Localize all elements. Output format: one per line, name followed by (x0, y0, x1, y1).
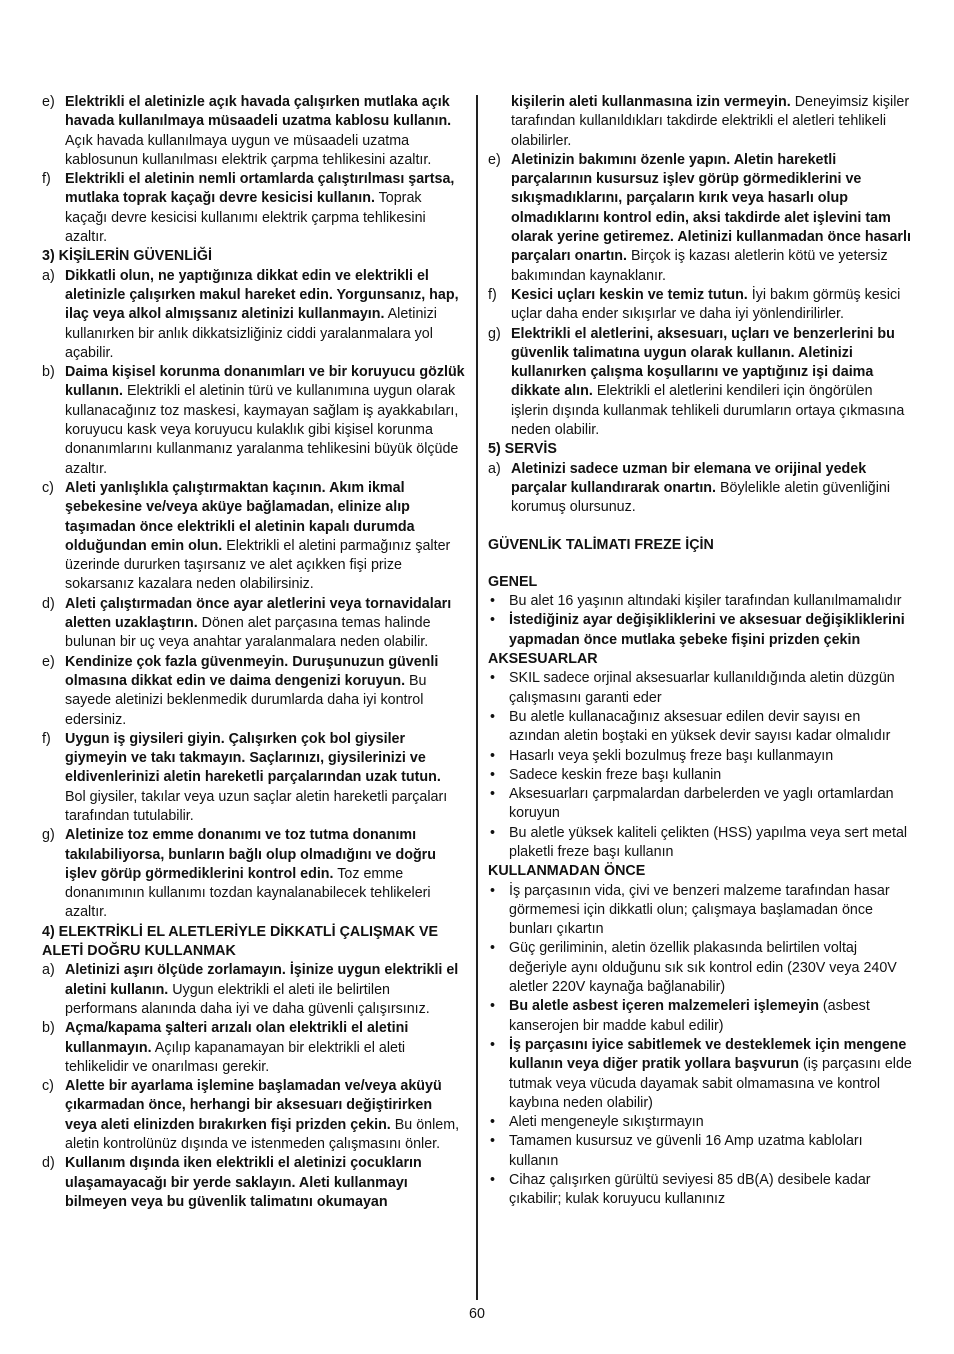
bullet-item: • İş parçasının vida, çivi ve benzeri malzeme tarafından hasar görmemesi için dikkatli olun; çalışmaya başlamadan önce bunları çıkartın (490, 882, 890, 938)
bullet-item: • Hasarlı veya şekli bozulmuş freze başı kullanmayın (488, 747, 912, 766)
right-column (488, 93, 912, 1210)
list-item: b) Daima kişisel korunma donanımları ve bir koruyucu gözlük kullanın. Elektrikli el aletinin türü ve kullanımına uygun olarak kullanacağınız toz maskesi, kaymayan sağlam iş ayakkabıları, koruyucu kask veya koruyucu kulaklık gibi kişisel korunma donanımlarını kullanmanız yaralanma tehlikesini büyük ölçüde azaltır. (42, 364, 465, 477)
list-item: d) Kullanım dışında iken elektrikli el aletinizi çocukların ulaşamayacağı bir yerde saklayın. Aleti kullanmayı bilmeyen veya bu güvenlik talimatını okumayan (42, 1155, 422, 1210)
subheading-kullanmadan-once: KULLANMADAN ÖNCE (488, 863, 646, 880)
bullet-icon: • (490, 766, 496, 783)
bullet-item: • İstediğiniz ayar değişikliklerini ve aksesuar değişikliklerini yapmadan önce mutlaka şebeke fişini prizden çekin (490, 612, 905, 648)
bullet-item: • Bu aletle kullanacağınız aksesuar edilen devir sayısı en azından aletin boştaki en yüksek devir sayısı kadar olmalıdır (490, 708, 891, 745)
bullet-icon: • (490, 747, 496, 764)
bullet-icon: • (490, 1036, 496, 1053)
bullet-icon: • (490, 824, 496, 841)
bullet-icon: • (490, 593, 496, 610)
list-item: g) Elektrikli el aletlerini, aksesuarı, uçları ve benzerlerini bu güvenlik talimatına uygun olarak kullanın. Aletinizi kullanırken çalışma koşullarını ve yaptığınız işi daima dikkate alın. Elektrikli el aletlerini kendileri için öngörülen işlerin dışında kullanmak tehlikeli durumların ortaya çıkmasına neden olabilir. (488, 325, 905, 439)
list-item: f) Kesici uçları keskin ve temiz tutun. İyi bakım görmüş kesici uçlar daha ender sıkışırlar ve daha iyi yönlendirilirler. (488, 286, 901, 323)
list-item: f) Elektrikli el aletinin nemli ortamlarda çalıştırılması şartsa, mutlaka toprak kaçağı devre kesicisi kullanın. Toprak kaçağı devre kesicisi kullanımı elektrik çarpma tehlikesini azaltır. (42, 171, 455, 246)
list-item: d) Aleti çalıştırmadan önce ayar aletlerini veya tornavidaları aletten uzaklaştırın. Dönen alet parçasına temas halinde bulunan bir uç veya anahtar yaralanmalara neden olabilir. (42, 595, 452, 651)
bullet-icon: • (490, 998, 496, 1015)
bullet-item: • Cihaz çalışırken gürültü seviyesi 85 dB(A) desibele kadar çıkabilir; kulak koruyucu kullanınız (490, 1172, 871, 1208)
left-column (42, 93, 465, 1212)
section-heading: 4) ELEKTRİKLİ EL ALETLERİYLE DİKKATLİ ÇALIŞMAK VE ALETİ DOĞRU KULLANMAK (42, 923, 439, 960)
list-item: c) Aleti yanlışlıkla çalıştırmaktan kaçının. Akım ikmal şebekesine ve/veya aküye bağlamadan, elinize alıp taşımadan önce elektrikli el aletinin kapalı durumda olduğundan emin olun. Elektrikli el aletini parmağınız şalter üzerinde dururken taşırsanız ve alet açıkken fişi prize sokarsanız kazalara neden olabilirsiniz. (42, 479, 451, 593)
list-item: e) Kendinize çok fazla güvenmeyin. Duruşunuzun güvenli olmasına dikkat edin ve daima dengenizi koruyun. Bu sayede aletinizi beklenmedik durumlarda daha iyi kontrol edersiniz. (42, 653, 439, 728)
list-item: e) Elektrikli el aletinizle açık havada çalışırken mutlaka açık havada kullanılmaya müsaadeli uzatma kablosu kullanın. Açık havada kullanılmaya uygun ve müsaadeli uzatma kablosunun kullanılması elektrik çarpma tehlikesini azaltır. (42, 94, 452, 168)
bullet-item: • Bu aletle asbest içeren malzemeleri işlemeyin (asbest kanserojen bir madde kabul edilir) (490, 998, 870, 1034)
list-item: e) Aletinizin bakımını özenle yapın. Aletin hareketli parçalarının kusursuz işlev görüp görmediklerini ve sıkışmadıklarını, parçaların kırık veya hasarlı olup olmadıklarını kontrol edin, aksi takdirde alet işlevini tam olarak yerine getiremez. Aletinizi kullanmadan önce hasarlı parçaları onartın. Birçok iş kazası aletlerin kötü ve yetersiz bakımından kaynaklanır. (488, 151, 911, 284)
bullet-icon: • (490, 1133, 496, 1150)
bullet-icon: • (490, 1114, 496, 1131)
bullet-item: • Güç geriliminin, aletin özellik plakasında belirtilen voltaj değeriyle aynı olduğunu sık sık kontrol edin (230V veya 240V aletler 220V kaynağa bağlanabilir) (490, 940, 897, 996)
list-item: a) Dikkatli olun, ne yaptığınıza dikkat edin ve elektrikli el aletinizle çalışırken makul hareket edin. Yorgunsanız, hap, ilaç veya alkol almışsanız aletinizi kullanmayın. Aletinizi kullanırken bir anlık dikkatsizliğiniz ciddi yaralanmalara yol açabilir. (42, 267, 459, 361)
bullet-icon: • (490, 1172, 496, 1189)
bullet-item: • Aleti mengeneyle sıkıştırmayın (488, 1113, 912, 1132)
bullet-icon: • (490, 786, 496, 803)
bullet-item: • Aksesuarları çarpmalardan darbelerden ve yaglı ortamlardan koruyun (490, 786, 894, 822)
bullet-item: • Tamamen kusursuz ve güvenli 16 Amp uzatma kabloları kullanın (490, 1133, 863, 1169)
genel-list (488, 592, 912, 650)
section-heading: 5) SERVİS (488, 441, 557, 458)
section-heading: 3) KİŞİLERİN GÜVENLİĞİ (42, 248, 212, 265)
list-item: f) Uygun iş giysileri giyin. Çalışırken çok bol giysiler giymeyin ve takı takmayın. Saçlarınızı, giysilerinizi ve eldivenlerinizi aletin hareketli parçalarından uzak tutun. Bol giysiler, takılar veya uzun saçlar aletin hareketli parçaları tarafından tutulabilir. (42, 730, 448, 824)
subheading-genel: GENEL (488, 573, 538, 590)
bullet-icon: • (490, 882, 496, 899)
bullet-item: • SKIL sadece orjinal aksesuarlar kullanıldığında aletin düzgün çalışmasını garanti eder (490, 670, 895, 706)
bullet-item: • Bu aletle yüksek kaliteli çelikten (HSS) yapılma veya sert metal plaketli freze başı kullanın (490, 824, 908, 860)
subheading-aksesuarlar: AKSESUARLAR (488, 651, 598, 668)
bullet-item: • Bu alet 16 yaşının altındaki kişiler tarafından kullanılmamalıdır (488, 592, 912, 611)
list-item: g) Aletinize toz emme donanımı ve toz tutma donanımı takılabiliyorsa, bunların bağlı olup olmadığını ve doğru işlev görüp görmediklerini kontrol edin. Toz emme donanımının kullanımı tozdan kaynalanabilecek tehlikeleri azaltır. (42, 827, 436, 921)
bullet-item: • İş parçasını iyice sabitlemek ve desteklemek için mengene kullanın veya diğer pratik yollara başvurun (iş parçasını elde tutmak veya vücuda dayamak sabit olmamasına ve kontrol kaybına neden olabilir) (490, 1036, 912, 1111)
aksesuarlar-list (488, 669, 912, 862)
column-divider (476, 95, 478, 1300)
document-title: GÜVENLİK TALİMATI FREZE İÇİN (488, 536, 714, 553)
bullet-item: • Sadece keskin freze başı kullanin (488, 766, 912, 785)
bullet-icon: • (490, 708, 496, 725)
kullanmadan-once-list (488, 882, 912, 1210)
list-item-continuation: kişilerin aleti kullanmasına izin vermeyin. Deneyimsiz kişiler tarafından kullanıldıkları takdirde elektrikli el aletleri tehlikeli olabilirler. (511, 94, 910, 149)
list-item: b) Açma/kapama şalteri arızalı olan elektrikli el aletini kullanmayın. Açılıp kapanamayan bir elektrikli el aleti tehlikelidir ve onarılması gerekir. (42, 1020, 409, 1075)
bullet-icon: • (490, 670, 496, 687)
bullet-icon: • (490, 940, 496, 957)
list-item: c) Alette bir ayarlama işlemine başlamadan ve/veya aküyü çıkarmadan önce, herhangi bir aksesuarı değiştirirken veya aleti elinizden bırakırken fişi prizden çekin. Bu önlem, aletin kontrolünüz dışında ve istenmeden çalışmasını önler. (42, 1078, 460, 1153)
list-item: a) Aletinizi sadece uzman bir elemana ve orijinal yedek parçalar kullandırarak onartın. Böylelikle aletin güvenliğini korumuş olursunuz. (488, 460, 891, 516)
list-item: a) Aletinizi aşırı ölçüde zorlamayın. İşinize uygun elektrikli el aletini kullanın. Uygun elektrikli el aleti ile belirtilen performans alanında daha iyi ve daha güvenli çalışırsınız. (42, 962, 459, 1017)
page-number: 60 (469, 1306, 485, 1322)
bullet-icon: • (490, 612, 496, 629)
